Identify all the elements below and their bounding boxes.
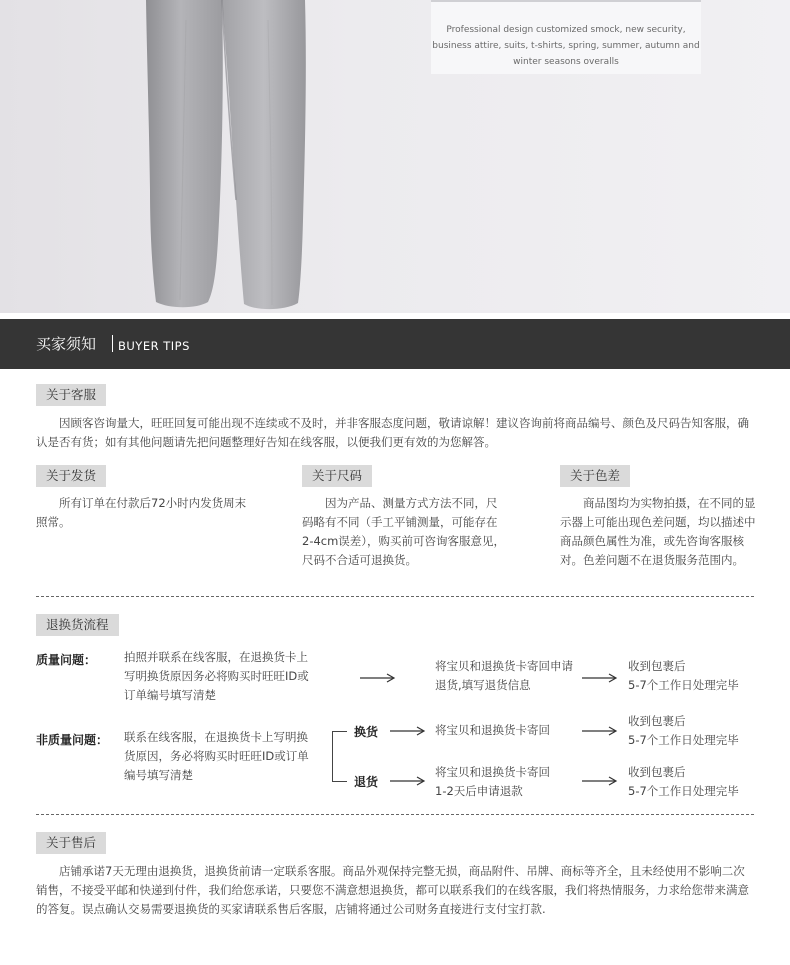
arrow-right-icon: [360, 673, 396, 683]
after-sales-text: [36, 862, 754, 919]
exchange-arrow-1: [390, 726, 426, 736]
buyer-tips-banner: [0, 319, 790, 369]
quality-issue-text: 拍照并联系在线客服，在退换货卡上写明换货原因务必将购买时旺旺ID或订单编号填写清楚: [124, 650, 309, 702]
exchange-done-a: 收到包裹后: [628, 714, 686, 728]
customer-service-tag: 关于客服: [36, 384, 106, 406]
caption-text: [431, 22, 701, 70]
size-paragraph: 因为产品、测量方式方法不同，尺码略有不同（手工平铺测量，可能存在2-4cm误差），购买前可咨询客服意见，尺码不合适可退换货。: [302, 496, 506, 567]
banner-title-en: BUYER TIPS: [118, 339, 190, 353]
arrow-right-icon: [390, 726, 426, 736]
exchange-arrow-2: [582, 726, 618, 736]
refund-done-b: 5-7个工作日处理完毕: [628, 784, 739, 798]
color-diff-text: [560, 494, 756, 570]
caption-line-2: business attire, suits, t-shirts, spring, summer, autumn and: [432, 41, 700, 51]
quality-step-3a: 收到包裹后: [628, 659, 686, 673]
returns-tag: 退换货流程: [36, 614, 119, 636]
exchange-done: [628, 712, 754, 750]
customer-service-text: [36, 414, 754, 452]
shipping-text: [36, 494, 248, 532]
quality-step-3b: 5-7个工作日处理完毕: [628, 678, 739, 692]
shipping-tag: 关于发货: [36, 465, 106, 487]
caption-line-3: winter seasons overalls: [513, 57, 619, 67]
refund-label: 退货: [354, 775, 379, 789]
refund-arrow-2: [582, 776, 618, 786]
branch-bracket: [332, 731, 347, 782]
color-diff-tag: 关于色差: [560, 465, 630, 487]
arrow-right-icon: [390, 776, 426, 786]
size-text: [302, 494, 507, 570]
product-photo: [0, 0, 790, 313]
arrow-right-icon: [582, 776, 618, 786]
banner-title-cn: 买家须知: [36, 335, 97, 353]
arrow-right-icon: [582, 673, 618, 683]
after-sales-tag: 关于售后: [36, 832, 106, 854]
quality-step-3: [628, 657, 754, 695]
divider-1: [36, 596, 754, 597]
refund-step: [435, 763, 575, 801]
non-quality-issue-label: 非质量问题：: [36, 733, 109, 747]
exchange-done-b: 5-7个工作日处理完毕: [628, 733, 739, 747]
banner-divider: [112, 335, 113, 352]
quality-arrow-2: [582, 673, 618, 683]
quality-issue-label: 质量问题：: [36, 653, 97, 667]
after-sales-paragraph: 店铺承诺7天无理由退换货，退换货前请一定联系客服。商品外观保持完整无损，商品附件、吊牌、商标等齐全，且未经使用不影响二次销售，不接受平邮和快递到付件，我们给您承诺，只要您不满意想退换货，都可以联系我们的在线客服，我们将热情服务，力求给您带来满意的答复。误点确认交易需要退换货的买家请联系售后客服，店铺将通过公司财务直接进行支付宝打款.: [36, 864, 749, 916]
exchange-step: 将宝贝和退换货卡寄回: [435, 723, 550, 737]
caption-line-1: Professional design customized smock, new security,: [446, 25, 686, 35]
shipping-paragraph: 所有订单在付款后72小时内发货周末照常。: [36, 496, 247, 529]
size-tag: 关于尺码: [302, 465, 372, 487]
refund-step-b: 1-2天后申请退款: [435, 784, 523, 798]
quality-arrow-1: [360, 673, 396, 683]
refund-done: [628, 763, 754, 801]
non-quality-issue-text: 联系在线客服，在退换货卡上写明换货原因，务必将购买时旺旺ID或订单编号填写清楚: [124, 730, 309, 782]
refund-step-a: 将宝贝和退换货卡寄回: [435, 765, 550, 779]
divider-2: [36, 814, 754, 815]
customer-service-paragraph: 因顾客咨询量大，旺旺回复可能出现不连续或不及时，并非客服态度问题，敬请谅解！建议咨询前将商品编号、颜色及尺码告知客服，确认是否有货；如有其他问题请先把问题整理好告知在线客服，以便我们更有效的为您解答。: [36, 416, 749, 449]
refund-done-a: 收到包裹后: [628, 765, 686, 779]
exchange-label: 换货: [354, 725, 379, 739]
color-diff-paragraph: 商品图均为实物拍摄，在不同的显示器上可能出现色差问题，均以描述中商品颜色属性为准，或先咨询客服核对。色差问题不在退货服务范围内。: [560, 496, 756, 567]
refund-arrow-1: [390, 776, 426, 786]
quality-step-2: 将宝贝和退换货卡寄回申请退货,填写退货信息: [435, 659, 573, 692]
caption-card: [431, 0, 701, 74]
arrow-right-icon: [582, 726, 618, 736]
